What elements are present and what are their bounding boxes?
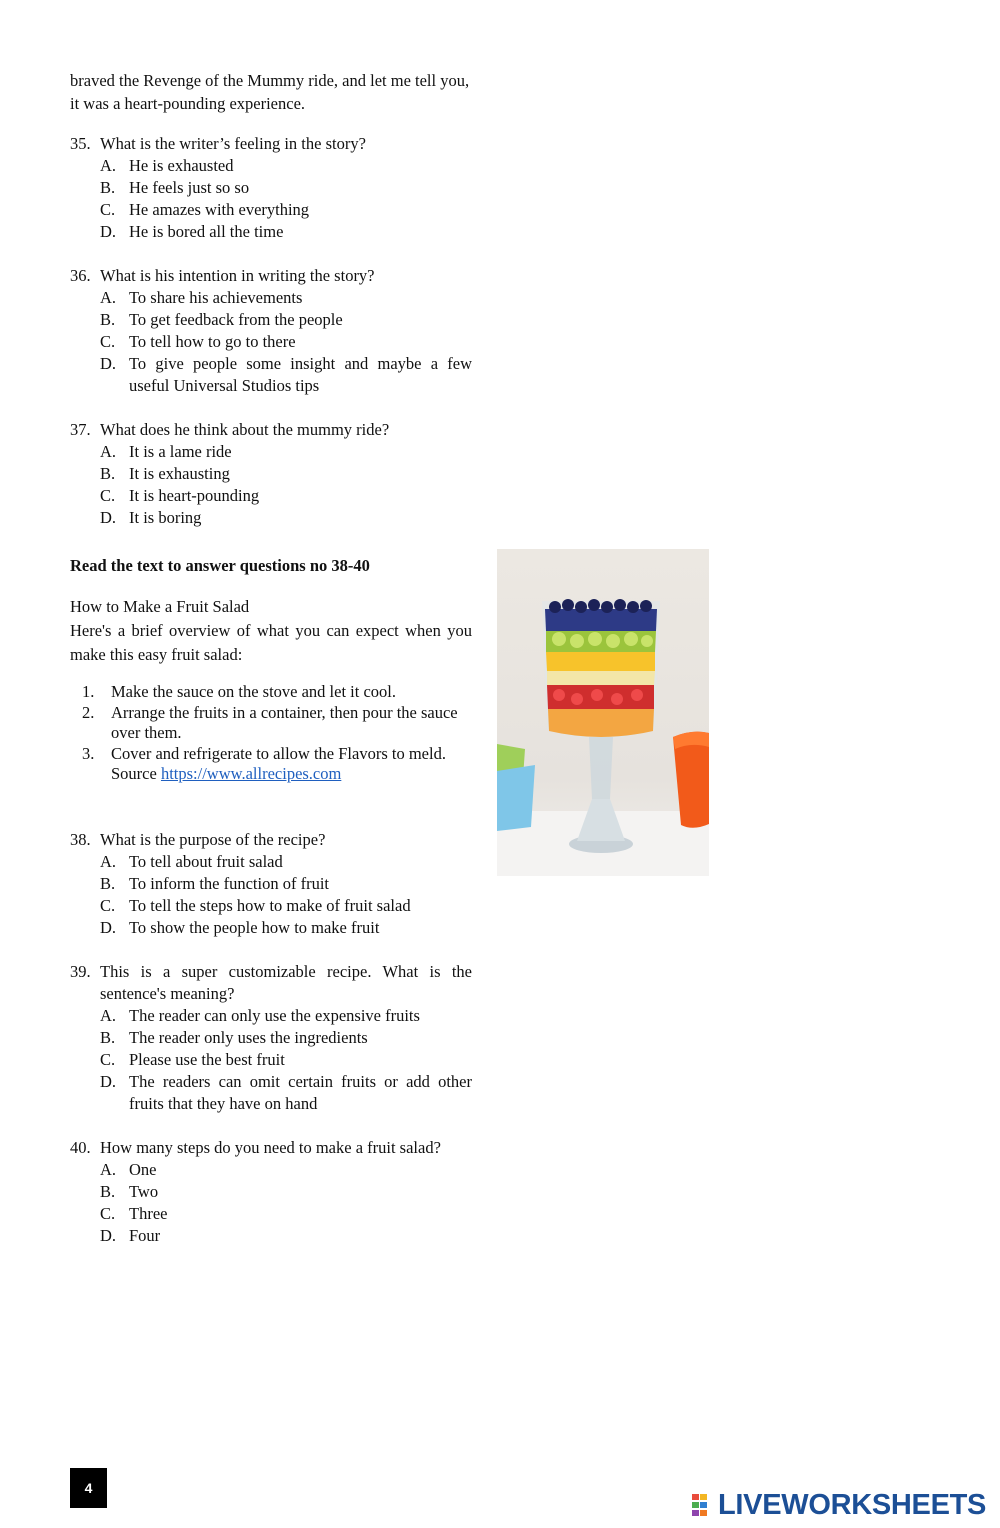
option-letter: A.	[100, 852, 117, 871]
option-text: To tell about fruit salad	[129, 852, 283, 871]
option-letter: C.	[100, 332, 116, 351]
answer-option[interactable]	[70, 873, 472, 895]
answer-option[interactable]	[70, 851, 472, 873]
source-link[interactable]: https://www.allrecipes.com	[160, 764, 342, 783]
recipe-step	[70, 682, 472, 703]
question-text: How many steps do you need to make a fruit salad?	[100, 1138, 441, 1157]
answer-option[interactable]	[70, 1203, 472, 1225]
answer-option[interactable]	[70, 895, 472, 917]
answer-option[interactable]	[70, 1225, 472, 1247]
answer-option[interactable]	[70, 199, 472, 221]
option-text: The readers can omit certain fruits or add other fruits that they have on hand	[129, 1072, 472, 1113]
question-number: 37.	[70, 420, 91, 439]
option-letter: C.	[100, 1050, 116, 1069]
answer-option[interactable]	[70, 155, 472, 177]
question-text: What is his intention in writing the story?	[100, 266, 375, 285]
answer-option[interactable]	[70, 331, 472, 353]
source-label: Source	[111, 764, 157, 783]
recipe-overview: Here's a brief overview of what you can expect when you make this easy fruit salad:	[70, 621, 472, 664]
answer-option[interactable]	[70, 1071, 472, 1115]
question-number: 40.	[70, 1138, 91, 1157]
option-letter: A.	[100, 1006, 117, 1025]
option-letter: B.	[100, 310, 116, 329]
brand-logo	[692, 1488, 986, 1522]
step-number: 3.	[82, 743, 95, 763]
question-37	[70, 419, 472, 529]
option-letter: C.	[100, 486, 116, 505]
recipe-step	[70, 744, 472, 765]
option-letter: B.	[100, 464, 116, 483]
question-group-b	[70, 829, 472, 1247]
fruit-salad-photo	[497, 549, 709, 876]
answer-option[interactable]	[70, 287, 472, 309]
option-text: The reader can only use the expensive fruits	[129, 1006, 420, 1025]
option-letter: C.	[100, 200, 116, 219]
option-text: To get feedback from the people	[129, 310, 343, 329]
answer-option[interactable]	[70, 353, 472, 397]
option-text: To inform the function of fruit	[129, 874, 330, 893]
question-39	[70, 961, 472, 1115]
answer-option[interactable]	[70, 441, 472, 463]
answer-option[interactable]	[70, 917, 472, 939]
option-letter: B.	[100, 874, 116, 893]
brand-icon	[692, 1494, 716, 1516]
answer-option[interactable]	[70, 1181, 472, 1203]
answer-option[interactable]	[70, 1049, 472, 1071]
option-letter: D.	[100, 1072, 117, 1091]
question-number: 35.	[70, 134, 91, 153]
answer-option[interactable]	[70, 221, 472, 243]
option-letter: B.	[100, 178, 116, 197]
recipe-title: How to Make a Fruit Salad	[70, 597, 250, 616]
step-number: 1.	[82, 682, 95, 701]
answer-option[interactable]	[70, 309, 472, 331]
recipe-steps	[70, 682, 472, 785]
question-36	[70, 265, 472, 397]
option-letter: A.	[100, 156, 117, 175]
question-40	[70, 1137, 472, 1247]
answer-option[interactable]	[70, 485, 472, 507]
option-text: Please use the best fruit	[129, 1050, 285, 1069]
option-text: He is exhausted	[129, 156, 234, 175]
answer-option[interactable]	[70, 507, 472, 529]
step-text: Arrange the fruits in a container, then pour the sauce over them.	[111, 702, 458, 742]
option-letter: B.	[100, 1182, 116, 1201]
option-text: One	[129, 1160, 157, 1179]
question-38	[70, 829, 472, 939]
answer-option[interactable]	[70, 1005, 472, 1027]
option-letter: D.	[100, 918, 117, 937]
intro-paragraph: braved the Revenge of the Mummy ride, and let me tell you, it was a heart-pounding experience.	[70, 71, 470, 113]
step-text: Cover and refrigerate to allow the Flavors to meld.	[111, 743, 446, 763]
question-number: 36.	[70, 266, 91, 285]
option-text: To share his achievements	[129, 288, 303, 307]
option-text: Three	[129, 1204, 168, 1223]
option-text: To tell how to go to there	[129, 332, 296, 351]
brand-name: LIVEWORKSHEETS	[718, 1488, 987, 1521]
option-text: It is a lame ride	[129, 442, 232, 461]
option-text: To tell the steps how to make of fruit salad	[129, 896, 411, 915]
answer-option[interactable]	[70, 1159, 472, 1181]
section-heading: Read the text to answer questions no 38-40	[70, 556, 370, 575]
option-text: To give people some insight and maybe a few useful Universal Studios tips	[129, 354, 472, 395]
option-text: He feels just so so	[129, 178, 250, 197]
option-text: It is exhausting	[129, 464, 230, 483]
step-text: Make the sauce on the stove and let it cool.	[111, 682, 396, 701]
question-text: What is the writer’s feeling in the story?	[100, 134, 366, 153]
option-letter: D.	[100, 508, 117, 527]
option-text: It is heart-pounding	[129, 486, 260, 505]
question-number: 39.	[70, 962, 91, 981]
option-text: It is boring	[129, 508, 202, 527]
step-number: 2.	[82, 702, 95, 722]
question-number: 38.	[70, 830, 91, 849]
option-text: Two	[129, 1182, 159, 1201]
question-35	[70, 133, 472, 243]
question-group-a	[70, 133, 472, 529]
option-letter: A.	[100, 288, 117, 307]
recipe-step	[70, 703, 472, 744]
page-number: 4	[70, 1468, 107, 1508]
option-letter: A.	[100, 442, 117, 461]
option-letter: C.	[100, 896, 116, 915]
answer-option[interactable]	[70, 177, 472, 199]
question-text: What does he think about the mummy ride?	[100, 420, 390, 439]
answer-option[interactable]	[70, 463, 472, 485]
option-text: He amazes with everything	[129, 200, 310, 219]
option-letter: D.	[100, 354, 117, 373]
option-text: Four	[129, 1226, 161, 1245]
option-letter: D.	[100, 222, 117, 241]
option-letter: B.	[100, 1028, 116, 1047]
question-text: This is a super customizable recipe. What is the sentence's meaning?	[100, 962, 472, 1003]
answer-option[interactable]	[70, 1027, 472, 1049]
option-letter: D.	[100, 1226, 117, 1245]
question-text: What is the purpose of the recipe?	[100, 830, 326, 849]
option-letter: A.	[100, 1160, 117, 1179]
option-text: He is bored all the time	[129, 222, 284, 241]
recipe-intro	[70, 595, 472, 667]
option-text: The reader only uses the ingredients	[129, 1028, 368, 1047]
option-letter: C.	[100, 1204, 116, 1223]
recipe-source	[70, 764, 472, 785]
option-text: To show the people how to make fruit	[129, 918, 380, 937]
